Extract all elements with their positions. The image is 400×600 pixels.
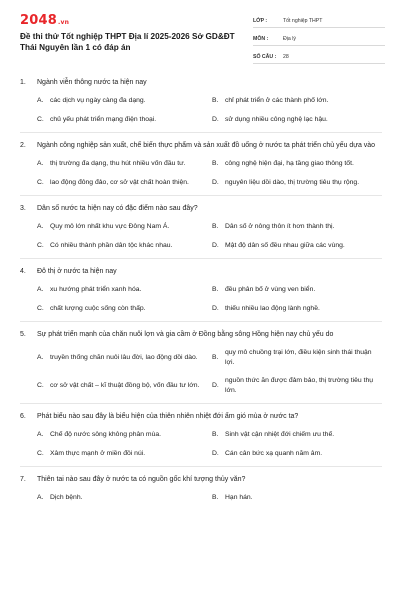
meta-value: Tốt nghiệp THPT [283,17,323,24]
answer-options [37,285,382,313]
question-1 [20,78,382,132]
question-text: Thiên tai nào sau đây ở nước ta có nguồn gốc khí tượng thủy văn? [37,476,246,483]
site-logo[interactable] [20,13,69,28]
option-text: nguyên liệu dồi dào, thị trường tiêu thụ rộng. [225,178,360,186]
option-text: quy mô chuồng trại lớn, điều kiện sinh thái thuận lợi. [225,349,372,366]
question-text: Ngành viễn thông nước ta hiện nay [37,79,147,86]
answer-option-a[interactable] [37,348,209,367]
option-text: Dịch bệnh. [50,494,83,501]
option-text: Sinh vật cận nhiệt đới chiếm ưu thế. [225,431,335,438]
option-text: lao động đông đảo, cơ sở vật chất hoàn thiện. [50,178,189,186]
option-text: Hạn hán. [225,494,253,501]
option-letter: D. [212,381,219,389]
answer-option-b[interactable] [212,285,384,295]
option-letter: A. [37,223,44,230]
question-number: 5. [20,331,26,338]
question-stem [20,141,382,151]
meta-key: SỐ CÂU : [253,53,277,60]
question-3 [20,195,382,258]
question-number: 2. [20,142,26,149]
option-letter: D. [212,304,219,312]
answer-option-b[interactable] [212,430,384,440]
question-stem [20,330,382,340]
answer-option-c[interactable] [37,241,209,251]
question-4 [20,258,382,321]
option-text: Chế độ nước sông không phân mùa. [50,431,162,438]
question-text: Dân số nước ta hiện nay có đặc điểm nào sau đây? [37,205,198,212]
option-text: cơ sở vật chất – kĩ thuật đồng bộ, vốn đầu tư lớn. [50,381,200,389]
option-text: thị trường đa dạng, thu hút nhiều vốn đầu tư. [50,160,186,167]
meta-row-subject [253,32,385,46]
question-7 [20,466,382,511]
answer-option-d[interactable] [212,241,384,251]
option-letter: A. [37,431,44,438]
answer-option-c[interactable] [37,178,209,188]
answer-option-b[interactable] [212,159,384,169]
option-text: Có nhiều thành phần dân tộc khác nhau. [50,241,173,249]
logo-suffix: .vn [57,19,70,26]
option-text: nguồn thức ăn được đảm bảo, thị trường tiêu thụ lớn. [225,377,374,394]
answer-options [37,96,382,124]
meta-key: LỚP : [253,17,268,24]
option-text: truyền thống chăn nuôi lâu đời, lao động dồi dào. [50,353,198,361]
option-letter: A. [37,353,44,361]
option-letter: D. [212,241,219,249]
option-letter: C. [37,449,44,457]
question-stem [20,267,382,277]
answer-option-a[interactable] [37,493,209,503]
option-letter: B. [212,160,219,167]
option-letter: A. [37,494,44,501]
question-text: Đô thị ở nước ta hiện nay [37,268,117,275]
option-letter: D. [212,178,219,186]
option-text: các dịch vụ ngày càng đa dạng. [50,97,146,104]
question-5 [20,321,382,403]
answer-option-b[interactable] [212,348,384,367]
answer-options [37,159,382,187]
option-text: chủ yếu phát triển mạng điện thoại. [50,115,157,123]
question-text: Ngành công nghiệp sản xuất, chế biến thực phẩm và sản xuất đồ uống ở nước ta phát triển chủ yếu dựa vào [37,142,376,149]
answer-option-a[interactable] [37,96,209,106]
question-stem [20,475,382,485]
answer-option-a[interactable] [37,159,209,169]
answer-option-d[interactable] [212,304,384,314]
option-letter: B. [212,431,219,438]
option-letter: D. [212,115,219,123]
option-letter: C. [37,178,44,186]
answer-option-d[interactable] [212,178,384,188]
question-text: Phát biểu nào sau đây là biểu hiện của thiên nhiên nhiệt đới ẩm gió mùa ở nước ta? [37,413,299,420]
option-text: Mật độ dân số đều nhau giữa các vùng. [225,241,345,249]
question-6 [20,403,382,466]
answer-option-c[interactable] [37,304,209,314]
answer-option-b[interactable] [212,493,384,503]
answer-options [37,493,382,503]
answer-option-b[interactable] [212,96,384,106]
answer-option-a[interactable] [37,222,209,232]
answer-option-c[interactable] [37,115,209,125]
page-header [0,0,400,70]
option-letter: A. [37,286,44,293]
answer-option-d[interactable] [212,115,384,125]
meta-value: Địa lý [283,35,296,42]
answer-options [37,430,382,458]
answer-option-d[interactable] [212,376,384,395]
answer-option-a[interactable] [37,430,209,440]
option-letter: B. [212,353,219,361]
meta-value: 28 [283,53,289,60]
answer-options [37,348,382,395]
option-text: Cán cân bức xạ quanh năm âm. [225,449,323,457]
question-number: 6. [20,413,26,420]
meta-row-count [253,50,385,64]
option-text: công nghệ hiện đại, hạ tầng giao thông tốt. [225,160,354,167]
option-letter: C. [37,304,44,312]
question-stem [20,78,382,88]
question-text: Sự phát triển mạnh của chăn nuôi lợn và gia cầm ở Đồng bằng sông Hồng hiện nay chủ yếu do [37,331,334,338]
answer-option-c[interactable] [37,376,209,395]
answer-option-d[interactable] [212,449,384,459]
question-number: 1. [20,79,26,86]
option-text: Xâm thực mạnh ở miền đồi núi. [50,449,146,457]
option-text: đều phân bố ở vùng ven biển. [225,286,316,293]
option-letter: B. [212,286,219,293]
logo-main: 2048 [20,13,57,28]
answer-option-c[interactable] [37,449,209,459]
question-number: 3. [20,205,26,212]
document-title: Đề thi thử Tốt nghiệp THPT Địa lí 2025-2026 Sở GD&ĐT Thái Nguyên lần 1 có đáp án [20,32,235,52]
option-text: Dân số ở nông thôn ít hơn thành thị. [225,223,335,230]
option-letter: A. [37,160,44,167]
answer-options [37,222,382,250]
option-letter: B. [212,223,219,230]
question-stem [20,204,382,214]
option-text: chất lượng cuộc sống còn thấp. [50,304,146,312]
option-letter: C. [37,241,44,249]
option-letter: D. [212,449,219,457]
option-letter: C. [37,381,44,389]
question-stem [20,412,382,422]
answer-option-a[interactable] [37,285,209,295]
option-text: Quy mô lớn nhất khu vực Đông Nam Á. [50,223,170,230]
option-letter: B. [212,97,219,104]
option-letter: B. [212,494,219,501]
option-letter: A. [37,97,44,104]
question-list [20,78,382,511]
question-2 [20,132,382,195]
option-text: thiếu nhiều lao động lành nghề. [225,304,320,312]
question-number: 4. [20,268,26,275]
option-text: xu hướng phát triển xanh hóa. [50,286,142,293]
meta-key: MÔN : [253,35,269,42]
meta-row-class [253,14,385,28]
answer-option-b[interactable] [212,222,384,232]
option-letter: C. [37,115,44,123]
option-text: sử dụng nhiều công nghệ lạc hậu. [225,115,328,123]
exam-meta [253,14,385,68]
question-number: 7. [20,476,26,483]
option-text: chỉ phát triển ở các thành phố lớn. [225,97,329,104]
